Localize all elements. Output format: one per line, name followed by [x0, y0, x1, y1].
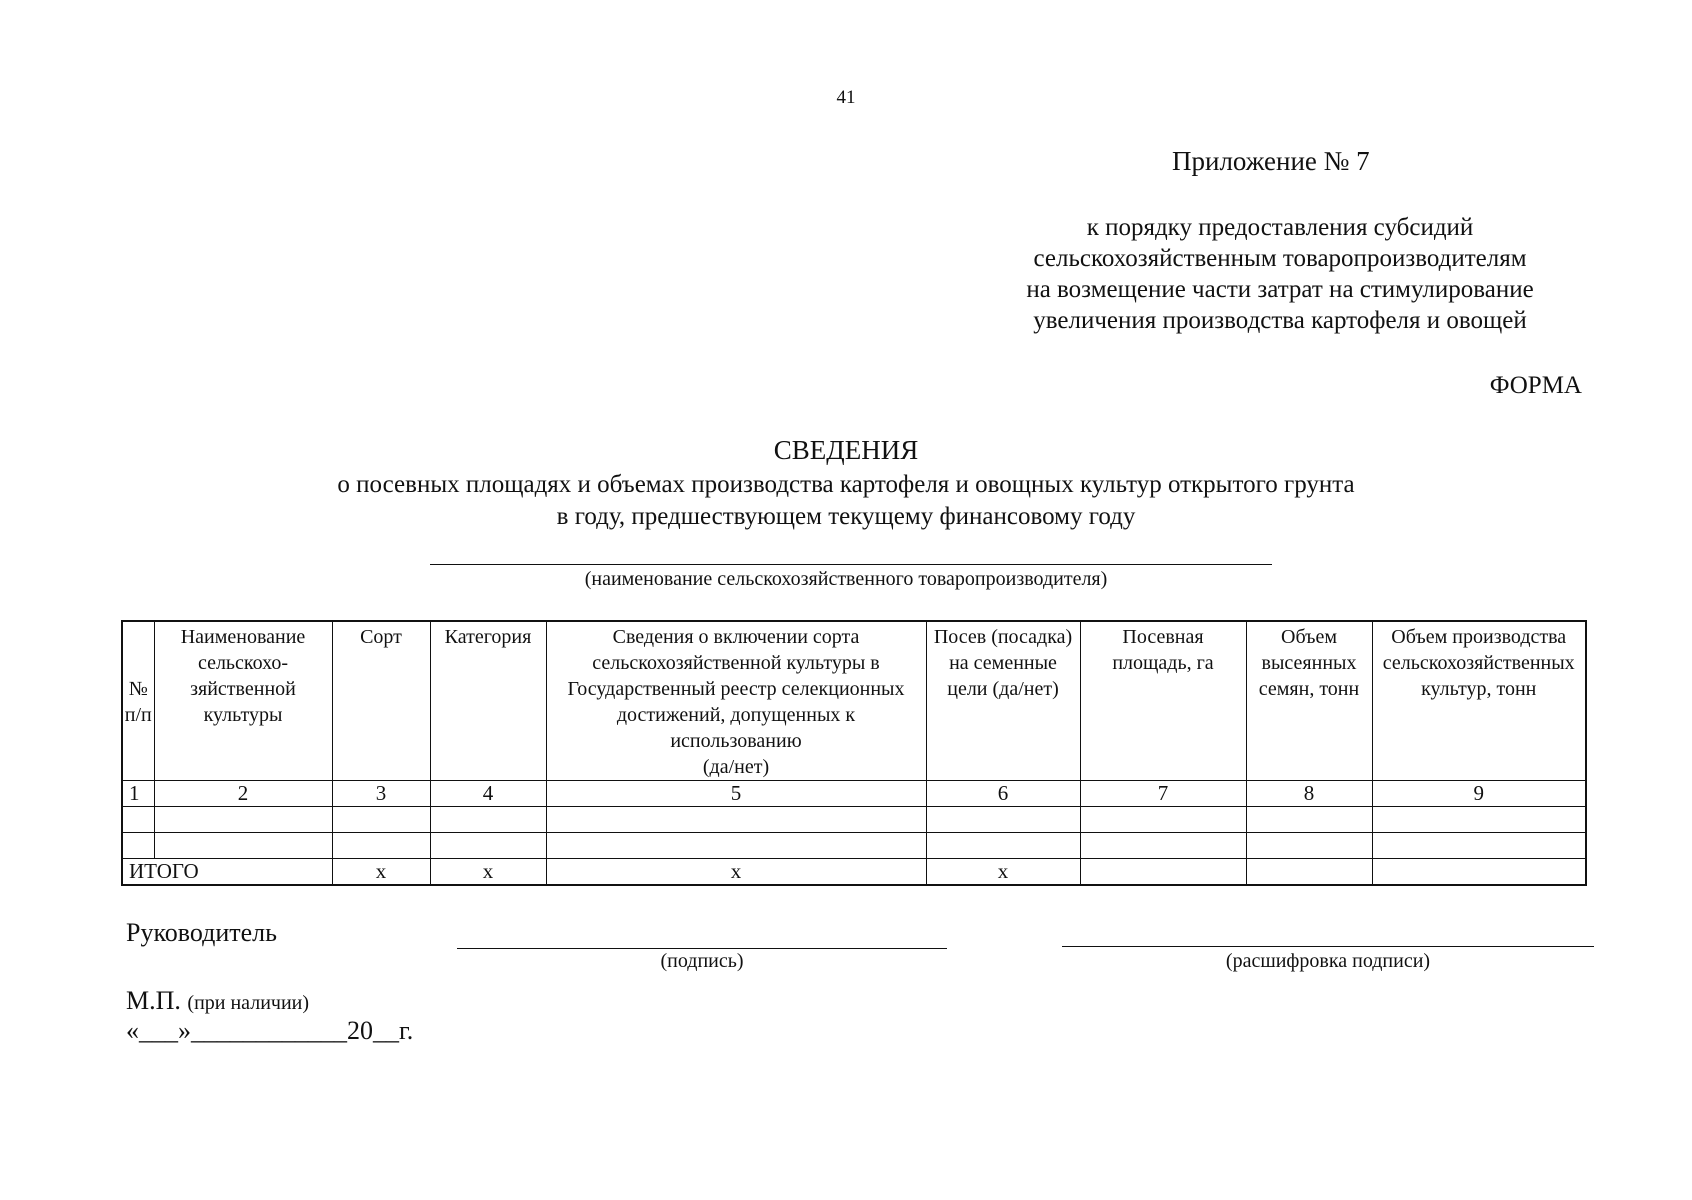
- order-line: увеличения производства картофеля и овощей: [1033, 307, 1527, 334]
- table-cell[interactable]: [430, 807, 546, 833]
- stamp-place: [126, 986, 309, 1016]
- table-cell[interactable]: [1372, 833, 1586, 859]
- total-cell-variety: х: [332, 859, 430, 886]
- order-line: к порядку предоставления субсидий: [1086, 214, 1474, 241]
- header-cell-crop-name: Наименование сельскохо- зяйственной культуры: [154, 621, 332, 781]
- table-header-row: [122, 621, 1586, 781]
- signature-decode-field[interactable]: [1062, 946, 1594, 947]
- stamp-note: (при наличии): [187, 992, 310, 1014]
- signature-field[interactable]: [457, 948, 947, 949]
- date-field[interactable]: «___»____________20__г.: [126, 1016, 414, 1045]
- table-row: [122, 833, 1586, 859]
- table-cell[interactable]: [1246, 807, 1372, 833]
- column-number-cell: 8: [1246, 781, 1372, 807]
- header-cell-production-volume: Объем производства сельскохозяйственных культур, тонн: [1372, 621, 1586, 781]
- column-number-cell: 9: [1372, 781, 1586, 807]
- header-cell-number: № п/п: [122, 621, 154, 781]
- table-cell[interactable]: [926, 833, 1080, 859]
- signature-decode-caption: (расшифровка подписи): [1225, 950, 1431, 972]
- table-cell[interactable]: [332, 807, 430, 833]
- page-number: 41: [836, 87, 856, 108]
- header-cell-seed-volume: Объем высеянных семян, тонн: [1246, 621, 1372, 781]
- table-cell[interactable]: [154, 833, 332, 859]
- table-row: [122, 807, 1586, 833]
- table-cell[interactable]: [546, 807, 926, 833]
- total-cell-seed-volume[interactable]: [1246, 859, 1372, 886]
- total-row: [122, 859, 1586, 886]
- table-cell[interactable]: [1372, 807, 1586, 833]
- table-cell[interactable]: [122, 807, 154, 833]
- column-number-cell: 1: [122, 781, 154, 807]
- header-cell-category: Категория: [430, 621, 546, 781]
- subtitle-line: в году, предшествующем текущему финансовому году: [556, 503, 1136, 530]
- column-number-cell: 2: [154, 781, 332, 807]
- table-cell[interactable]: [1080, 833, 1246, 859]
- producer-name-caption: (наименование сельскохозяйственного товаропроизводителя): [584, 568, 1108, 590]
- appendix-label: Приложение № 7: [1172, 146, 1370, 176]
- column-number-row: [122, 781, 1586, 807]
- total-cell-seed-sowing: х: [926, 859, 1080, 886]
- order-line: на возмещение части затрат на стимулирование: [1026, 276, 1534, 303]
- table-cell[interactable]: [926, 807, 1080, 833]
- column-number-cell: 3: [332, 781, 430, 807]
- column-number-cell: 6: [926, 781, 1080, 807]
- header-cell-sown-area: Посевная площадь, га: [1080, 621, 1246, 781]
- total-cell-sown-area[interactable]: [1080, 859, 1246, 886]
- producer-name-field[interactable]: [430, 564, 1272, 565]
- total-cell-registry: х: [546, 859, 926, 886]
- table-cell[interactable]: [1246, 833, 1372, 859]
- table-cell[interactable]: [430, 833, 546, 859]
- header-cell-variety: Сорт: [332, 621, 430, 781]
- header-cell-seed-sowing: Посев (посадка) на семенные цели (да/нет): [926, 621, 1080, 781]
- table-cell[interactable]: [1080, 807, 1246, 833]
- table-cell[interactable]: [332, 833, 430, 859]
- document-title: СВЕДЕНИЯ: [773, 435, 919, 465]
- header-cell-registry-info: Сведения о включении сорта сельскохозяйственной культуры в Государственный реестр селекционных достижений, допущенных к использованию (да/нет): [546, 621, 926, 781]
- total-cell-production-volume[interactable]: [1372, 859, 1586, 886]
- table-cell[interactable]: [154, 807, 332, 833]
- signature-caption: (подпись): [660, 950, 744, 972]
- form-label: ФОРМА: [1489, 372, 1582, 399]
- total-label: ИТОГО: [122, 859, 332, 886]
- data-table: [121, 620, 1587, 886]
- column-number-cell: 4: [430, 781, 546, 807]
- appendix-reference: [960, 212, 1600, 336]
- column-number-cell: 7: [1080, 781, 1246, 807]
- subtitle-line: о посевных площадях и объемах производства картофеля и овощных культур открытого грунта: [337, 471, 1355, 498]
- table-cell[interactable]: [122, 833, 154, 859]
- head-label: Руководитель: [126, 918, 277, 947]
- order-line: сельскохозяйственным товаропроизводителям: [1033, 245, 1527, 272]
- total-cell-category: х: [430, 859, 546, 886]
- table-cell[interactable]: [546, 833, 926, 859]
- document-subtitle: [0, 469, 1692, 533]
- column-number-cell: 5: [546, 781, 926, 807]
- stamp-label: М.П.: [126, 986, 181, 1015]
